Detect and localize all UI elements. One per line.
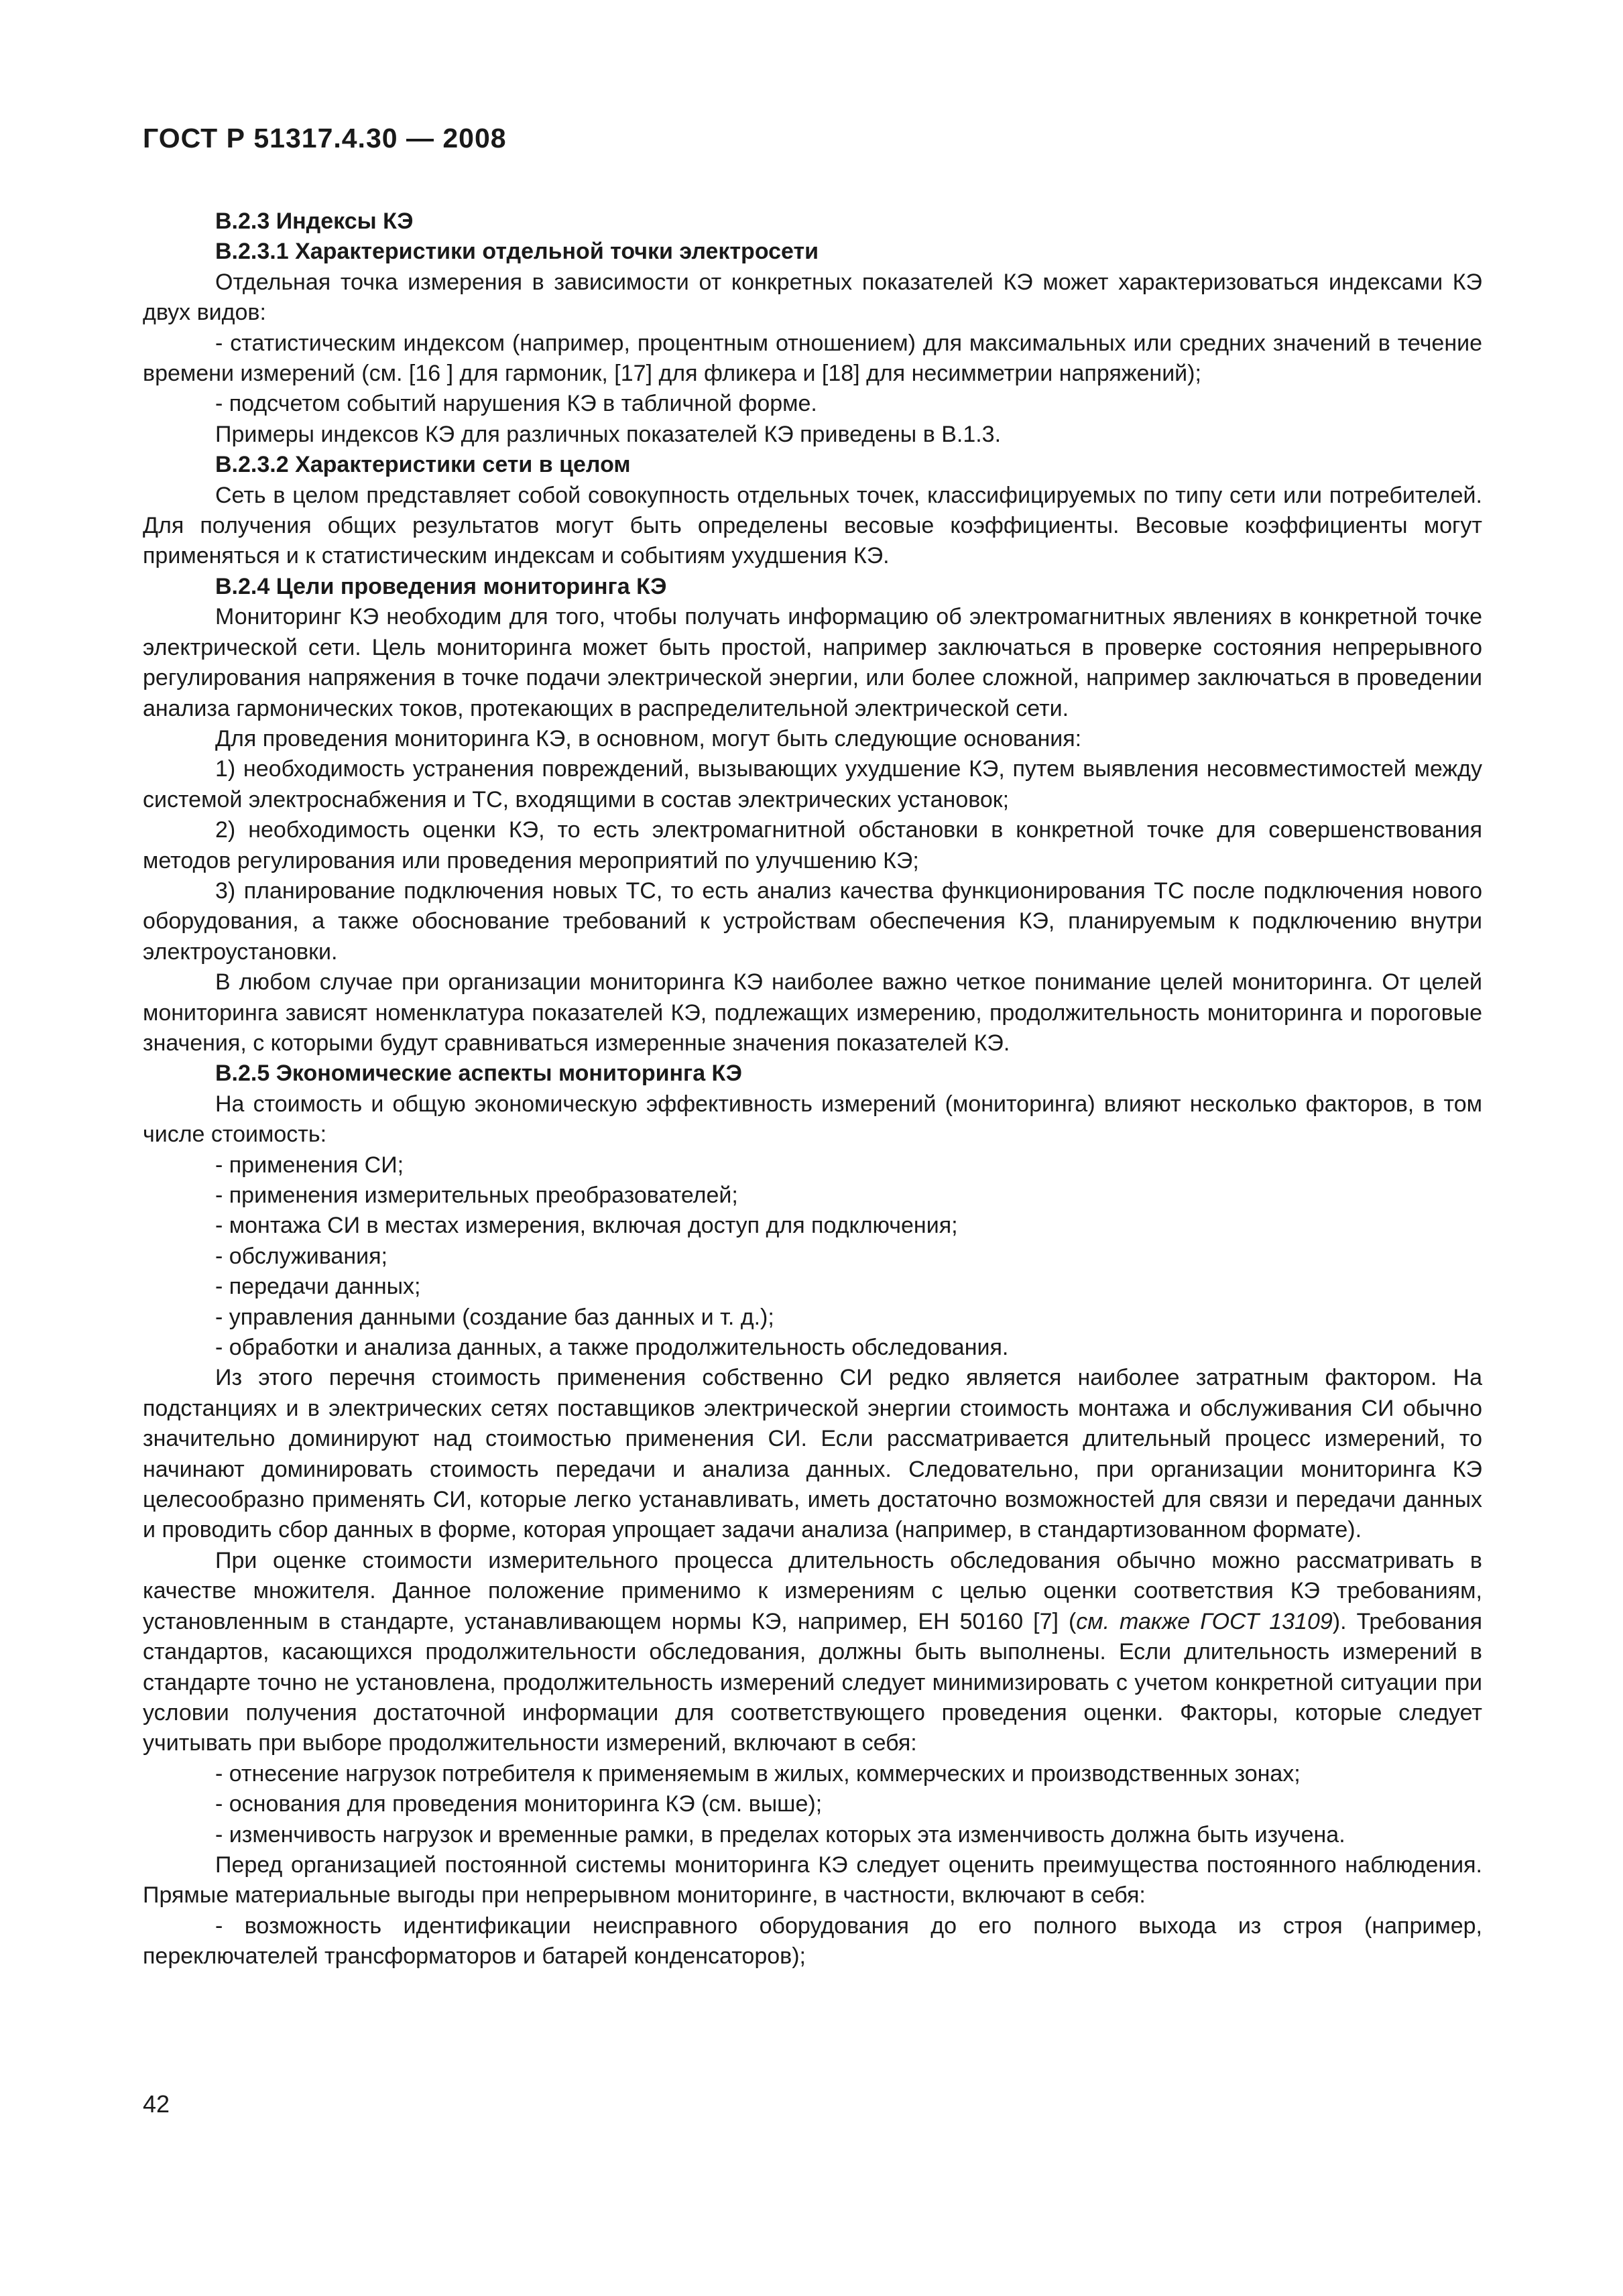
list-item: - подсчетом событий нарушения КЭ в табличной форме.	[215, 391, 817, 417]
subsection-heading: В.2.3.2 Характеристики сети в целом	[215, 452, 631, 478]
paragraph: На стоимость и общую экономическую эффективность измерений (мониторинга) влияют несколько факторов, в том числе стоимость:	[143, 1091, 1482, 1148]
document-header: ГОСТ Р 51317.4.30 — 2008	[143, 123, 507, 154]
list-item: - применения СИ;	[215, 1152, 404, 1178]
reference-italic: см. также ГОСТ 13109	[1076, 1608, 1333, 1634]
paragraph: Мониторинг КЭ необходим для того, чтобы получать информацию об электромагнитных явлениях в конкретной точке электрической сети. Цель мониторинга может быть простой, например заключаться в проверке состояния непрерывного регулирования напряжения в точке подачи электрической энергии, или более сложной, например заключаться в проведении анализа гармонических токов, протекающих в распределительной электрической сети.	[143, 604, 1482, 721]
list-item: - отнесение нагрузок потребителя к применяемым в жилых, коммерческих и производственных зонах;	[215, 1760, 1301, 1787]
section-heading: В.2.4 Цели проведения мониторинга КЭ	[215, 573, 667, 599]
paragraph-text: При оценке стоимости измерительного процесса длительность обследования обычно можно рассматривать в качестве множителя. Данное положение применимо к измерениям с целью оценки соответствия КЭ требованиям, установленным в стандарте, устанавливающем нормы КЭ, например, ЕН 50160 [7] (	[143, 1547, 1482, 1634]
list-item: - изменчивость нагрузок и временные рамки, в пределах которых эта изменчивость должна быть изучена.	[215, 1821, 1345, 1848]
list-item: - управления данными (создание баз данных и т. д.);	[215, 1304, 774, 1330]
page-number: 42	[143, 2090, 170, 2118]
paragraph: Сеть в целом представляет собой совокупность отдельных точек, классифицируемых по типу сети или потребителей. Для получения общих результатов могут быть определены весовые коэффициенты. Весовые коэффициенты могут применяться и к статистическим индексам и событиям ухудшения КЭ.	[143, 482, 1482, 569]
paragraph: Перед организацией постоянной системы мониторинга КЭ следует оценить преимущества постоянного наблюдения. Прямые материальные выгоды при непрерывном мониторинге, в частности, включают в себя:	[143, 1852, 1482, 1909]
section-heading: В.2.5 Экономические аспекты мониторинга КЭ	[215, 1061, 742, 1087]
list-item: - обслуживания;	[215, 1243, 387, 1269]
paragraph: В любом случае при организации мониторинга КЭ наиболее важно четкое понимание целей мониторинга. От целей мониторинга зависят номенклатура показателей КЭ, подлежащих измерению, продолжительность мониторинга и пороговые значения, с которыми будут сравниваться измеренные значения показателей КЭ.	[143, 969, 1482, 1056]
subsection-heading: В.2.3.1 Характеристики отдельной точки электросети	[215, 239, 819, 265]
paragraph: Из этого перечня стоимость применения собственно СИ редко является наиболее затратным фактором. На подстанциях и в электрических сетях поставщиков электрической энергии стоимость монтажа и обслуживания СИ обычно значительно доминируют над стоимостью применения СИ. Если рассматривается длительный процесс измерений, то начинают доминировать стоимость передачи и анализа данных. Следовательно, при организации мониторинга КЭ целесообразно применять СИ, которые легко устанавливать, иметь достаточно возможностей для связи и передачи данных и проводить сбор данных в форме, которая упрощает задачи анализа (например, в стандартизованном формате).	[143, 1365, 1482, 1543]
list-item: - передачи данных;	[215, 1274, 421, 1300]
list-item: 3) планирование подключения новых ТС, то есть анализ качества функционирования ТС после подключения нового оборудования, а также обоснование требований к устройствам обеспечения КЭ, планируемым к подключению внутри электроустановки.	[143, 878, 1482, 965]
list-item: - статистическим индексом (например, процентным отношением) для максимальных или средних значений в течение времени измерений (см. [16 ] для гармоник, [17] для фликера и [18] для несимметрии напряжений);	[143, 330, 1482, 387]
section-heading: В.2.3 Индексы КЭ	[215, 208, 414, 234]
list-item: - применения измерительных преобразователей;	[215, 1183, 738, 1208]
document-body	[143, 206, 1482, 1972]
paragraph: Для проведения мониторинга КЭ, в основном, могут быть следующие основания:	[215, 725, 1082, 751]
list-item: - монтажа СИ в местах измерения, включая доступ для подключения;	[215, 1213, 958, 1239]
list-item: 1) необходимость устранения повреждений, вызывающих ухудшение КЭ, путем выявления несовместимостей между системой электроснабжения и ТС, входящими в состав электрических установок;	[143, 756, 1482, 812]
paragraph: Отдельная точка измерения в зависимости от конкретных показателей КЭ может характеризоваться индексами КЭ двух видов:	[143, 269, 1482, 326]
list-item: - возможность идентификации неисправного оборудования до его полного выхода из строя (например, переключателей трансформаторов и батарей конденсаторов);	[143, 1913, 1482, 1970]
paragraph	[143, 1546, 1482, 1759]
list-item: - основания для проведения мониторинга КЭ (см. выше);	[215, 1791, 823, 1817]
list-item: 2) необходимость оценки КЭ, то есть электромагнитной обстановки в конкретной точке для совершенствования методов регулирования или проведения мероприятий по улучшению КЭ;	[143, 817, 1482, 873]
paragraph-text: ). Требования стандартов, касающихся продолжительности обследования, должны быть выполнены. Если длительность измерений в стандарте точно не установлена, продолжительность измерений следует минимизировать с учетом конкретной ситуации при условии получения достаточной информации для соответствующего проведения оценки. Факторы, которые следует учитывать при выборе продолжительности измерений, включают в себя:	[143, 1608, 1482, 1756]
list-item: - обработки и анализа данных, а также продолжительность обследования.	[215, 1335, 1009, 1361]
paragraph: Примеры индексов КЭ для различных показателей КЭ приведены в В.1.3.	[215, 421, 1002, 447]
